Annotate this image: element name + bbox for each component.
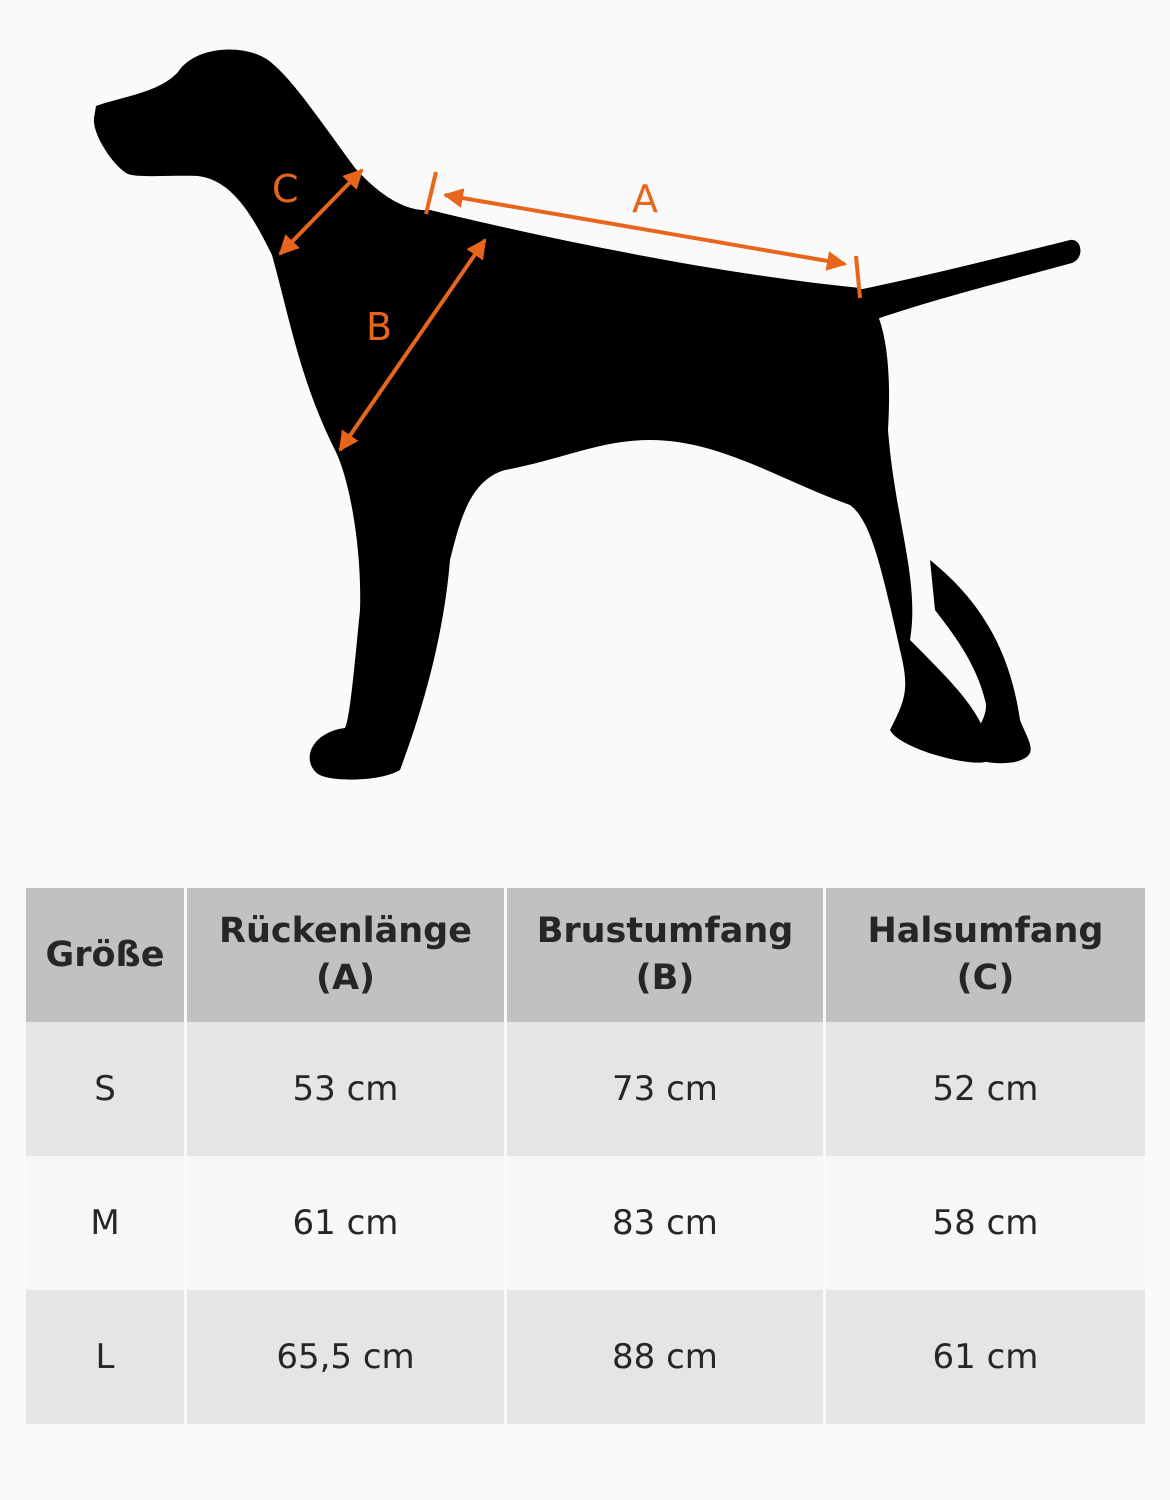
header-size: Größe — [26, 888, 187, 1022]
size-table — [26, 888, 1145, 1424]
chest-girth-cell: 88 cm — [507, 1290, 826, 1424]
dog-silhouette — [94, 50, 1081, 780]
back-length-cell: 53 cm — [187, 1022, 507, 1156]
size-cell: M — [26, 1156, 187, 1290]
header-chest-girth: Brustumfang (B) — [507, 888, 826, 1022]
label-a: A — [632, 177, 658, 221]
header-neck-girth: Halsumfang (C) — [826, 888, 1145, 1022]
chest-girth-cell: 73 cm — [507, 1022, 826, 1156]
header-back-length: Rückenlänge (A) — [187, 888, 507, 1022]
table-row — [26, 1156, 1145, 1290]
table-row — [26, 1022, 1145, 1156]
size-cell: S — [26, 1022, 187, 1156]
table-header-row — [26, 888, 1145, 1022]
back-length-cell: 65,5 cm — [187, 1290, 507, 1424]
label-c: C — [272, 167, 299, 211]
chest-girth-cell: 83 cm — [507, 1156, 826, 1290]
neck-girth-cell: 61 cm — [826, 1290, 1145, 1424]
size-cell: L — [26, 1290, 187, 1424]
label-b: B — [366, 305, 393, 349]
neck-girth-cell: 52 cm — [826, 1022, 1145, 1156]
table-row — [26, 1290, 1145, 1424]
neck-girth-cell: 58 cm — [826, 1156, 1145, 1290]
back-length-cell: 61 cm — [187, 1156, 507, 1290]
